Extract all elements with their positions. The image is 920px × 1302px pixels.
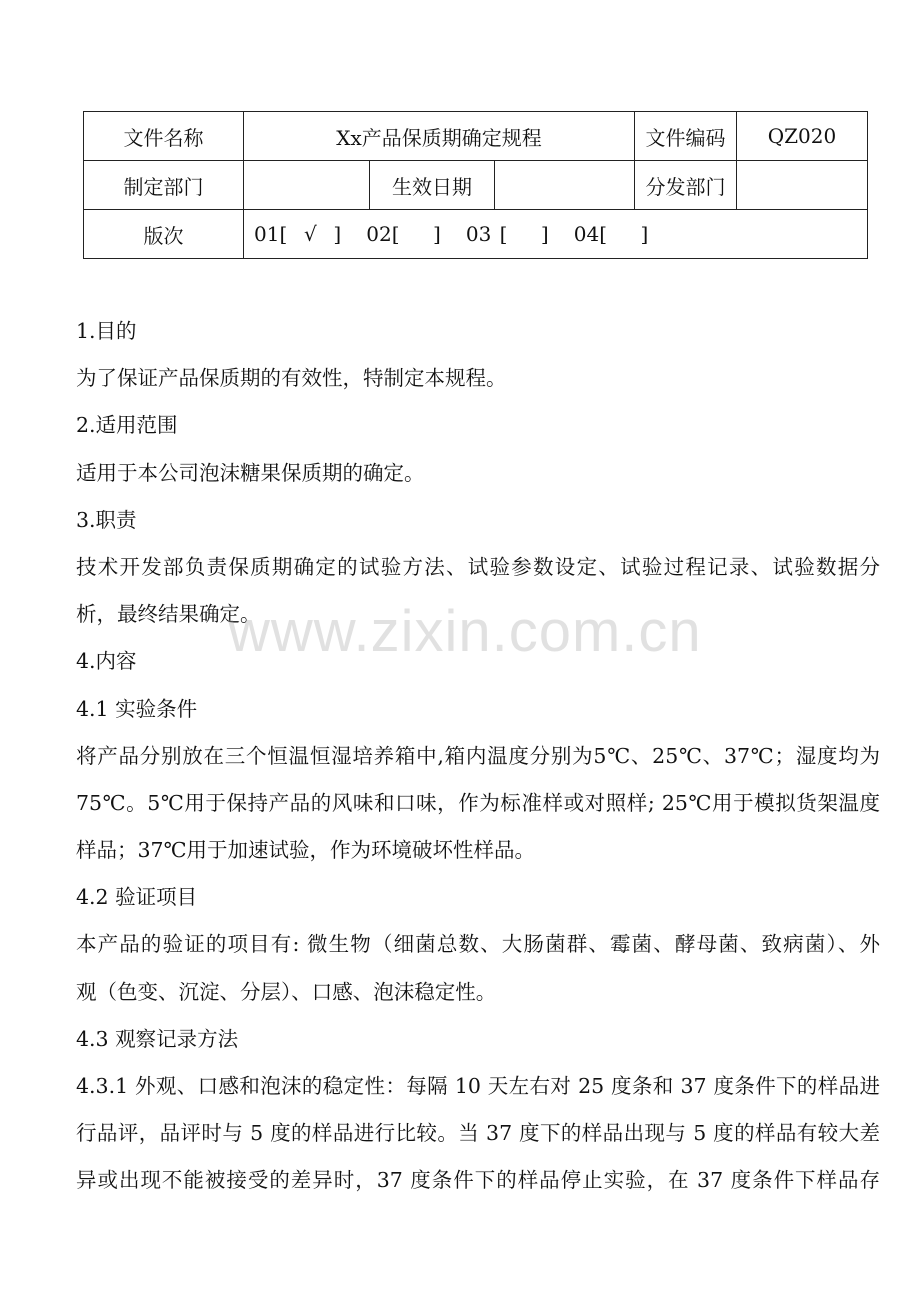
doc-code-value: QZ020 [737, 112, 868, 161]
subsection-heading-items: 4.2 验证项目 [76, 885, 198, 910]
paragraph-line: 将产品分别放在三个恒温恒湿培养箱中,箱内温度分别为5℃、25℃、37℃；湿度均为 [76, 743, 880, 768]
paragraph-line: 本产品的验证的项目有: 微生物（细菌总数、大肠菌群、霉菌、酵母菌、致病菌）、外 [76, 932, 880, 957]
version-value: 01[ √ ] 02[ ] 03 [ ] 04[ ] [244, 210, 868, 259]
effective-date-value [495, 161, 635, 210]
section-heading-responsibility: 3.职责 [76, 507, 137, 532]
paragraph-line: 适用于本公司泡沫糖果保质期的确定。 [76, 460, 425, 485]
effective-date-label: 生效日期 [370, 161, 495, 210]
doc-name-label: 文件名称 [84, 112, 244, 161]
paragraph-line: 异或出现不能被接受的差异时，37 度条件下的样品停止实验，在 37 度条件下样品存 [76, 1168, 880, 1193]
section-heading-content: 4.内容 [76, 649, 137, 674]
document-body [76, 308, 880, 1205]
section-heading-purpose: 1.目的 [76, 319, 137, 343]
paragraph-line: 析，最终结果确定。 [76, 602, 261, 627]
document-header-table [83, 111, 868, 259]
paragraph-line: 观（色变、沉淀、分层）、口感、泡沫稳定性。 [76, 979, 497, 1004]
distribution-dept-value [737, 161, 868, 210]
doc-code-label: 文件编码 [635, 112, 737, 161]
subsection-heading-method: 4.3 观察记录方法 [76, 1026, 239, 1051]
header-row-dept [84, 161, 868, 210]
doc-name-value: Xx产品保质期确定规程 [244, 112, 635, 161]
header-row-title [84, 112, 868, 161]
distribution-dept-label: 分发部门 [635, 161, 737, 210]
section-heading-scope: 2.适用范围 [76, 413, 178, 438]
dept-label: 制定部门 [84, 161, 244, 210]
header-row-version [84, 210, 868, 259]
paragraph-line: 行品评，品评时与 5 度的样品进行比较。当 37 度下的样品出现与 5 度的样品有较大差 [76, 1121, 880, 1146]
subsection-heading-conditions: 4.1 实验条件 [76, 696, 198, 721]
watermark: www.zixin.com.cn [228, 599, 702, 664]
paragraph-line: 4.3.1 外观、口感和泡沫的稳定性：每隔 10 天左右对 25 度条和 37 度条件下的样品进 [76, 1074, 880, 1098]
version-label: 版次 [84, 210, 244, 259]
paragraph-line: 为了保证产品保质期的有效性，特制定本规程。 [76, 366, 507, 391]
paragraph-line: 75℃。5℃用于保持产品的风味和口味，作为标准样或对照样; 25℃用于模拟货架温度 [76, 790, 880, 815]
paragraph-line: 技术开发部负责保质期确定的试验方法、试验参数设定、试验过程记录、试验数据分 [76, 554, 880, 579]
paragraph-line: 样品；37℃用于加速试验，作为环境破坏性样品。 [76, 838, 536, 863]
dept-value [244, 161, 370, 210]
